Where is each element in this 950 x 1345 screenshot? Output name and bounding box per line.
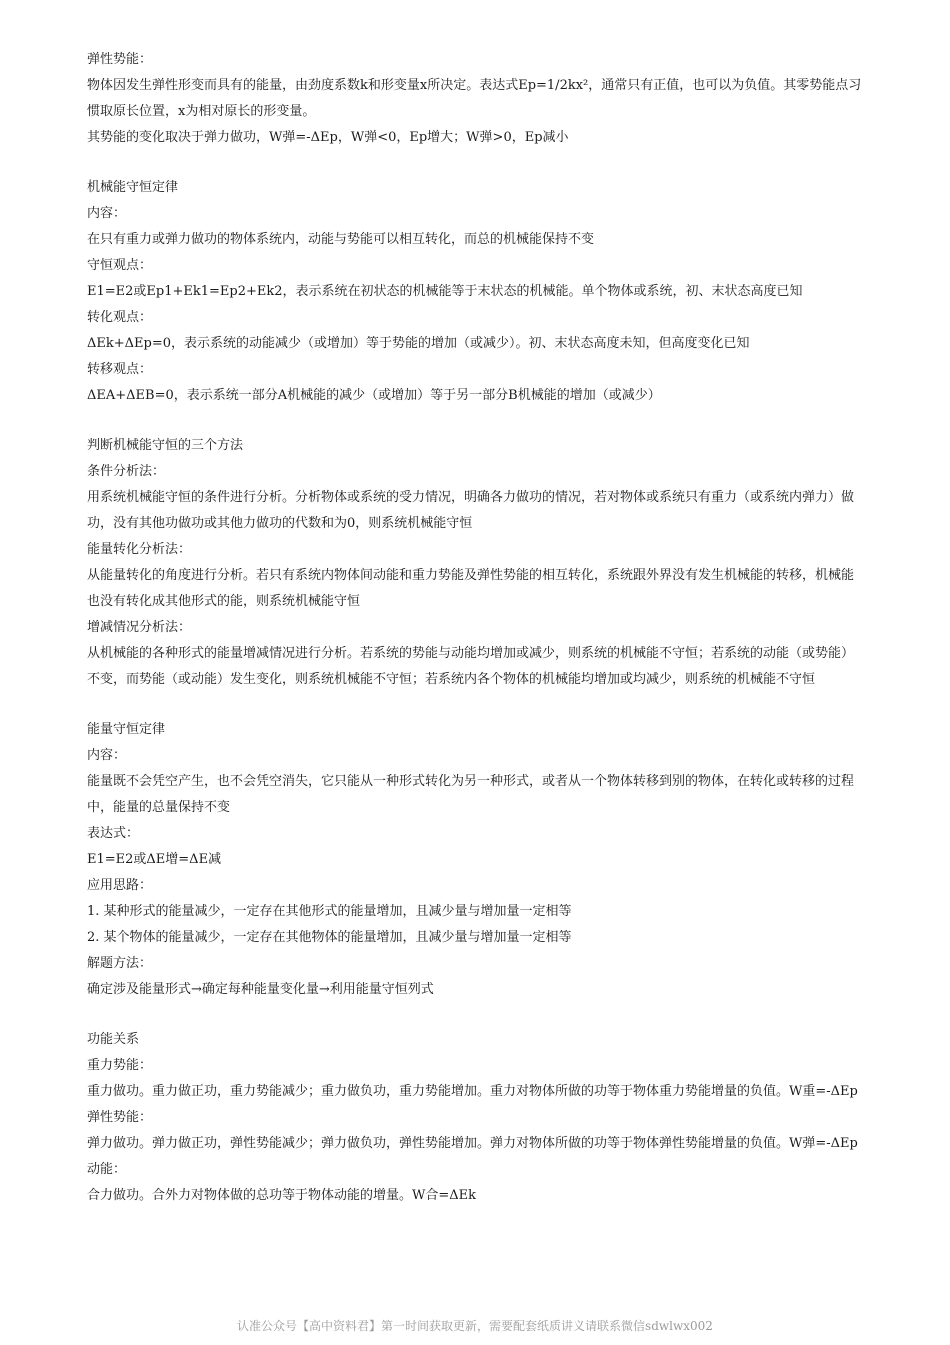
paragraph-line: 应用思路： <box>87 878 153 893</box>
paragraph-line: 弹性势能： <box>87 1110 153 1125</box>
document-body <box>87 47 862 1233</box>
section-line: 判断机械能守恒的三个方法 <box>87 438 244 453</box>
paragraph-line: 条件分析法： <box>87 464 166 479</box>
paragraph-line: 转化观点： <box>87 310 153 325</box>
paragraph-line: 弹力做功。弹力做正功，弹性势能减少；弹力做负功，弹性势能增加。弹力对物体所做的功等于物体弹性势能增量的负值。W弹=-ΔEp <box>87 1136 858 1151</box>
paragraph-line: ΔEA+ΔEB=0，表示系统一部分A机械能的减少（或增加）等于另一部分B机械能的增加（或减少） <box>87 388 661 403</box>
section <box>87 1027 862 1209</box>
paragraph-line: 确定涉及能量形式→确定每种能量变化量→利用能量守恒列式 <box>87 982 434 997</box>
section <box>87 717 862 1003</box>
paragraph-line: 解题方法： <box>87 956 153 971</box>
paragraph-line: 能量转化分析法： <box>87 542 192 557</box>
paragraph-line: 其势能的变化取决于弹力做功，W弹=-ΔEp，W弹<0，Ep增大；W弹>0，Ep减小 <box>87 130 569 145</box>
paragraph-line: 守恒观点： <box>87 258 153 273</box>
section-line: 功能关系 <box>87 1032 140 1047</box>
paragraph-line: 2. 某个物体的能量减少，一定存在其他物体的能量增加，且减少量与增加量一定相等 <box>87 930 572 945</box>
paragraph-line: 用系统机械能守恒的条件进行分析。分析物体或系统的受力情况，明确各力做功的情况，若对物体或系统只有重力（或系统内弹力）做功，没有其他功做功或其他力做功的代数和为0，则系统机械能守恒 <box>87 490 855 531</box>
paragraph-line: 内容： <box>87 748 127 763</box>
section-line: 弹性势能： <box>87 52 153 67</box>
page-footer: 认准公众号【高中资料君】第一时间获取更新，需要配套纸质讲义请联系微信sdwlwx002 <box>237 1319 713 1333</box>
section <box>87 175 862 409</box>
paragraph-line: 内容： <box>87 206 127 221</box>
paragraph-line: 从能量转化的角度进行分析。若只有系统内物体间动能和重力势能及弹性势能的相互转化，系统跟外界没有发生机械能的转移，机械能也没有转化成其他形式的能，则系统机械能守恒 <box>87 568 855 609</box>
paragraph-line: 合力做功。合外力对物体做的总功等于物体动能的增量。W合=ΔEk <box>87 1188 477 1203</box>
section-line: 机械能守恒定律 <box>87 180 179 195</box>
paragraph-line: E1=E2或Ep1+Ek1=Ep2+Ek2，表示系统在初状态的机械能等于末状态的机械能。单个物体或系统，初、末状态高度已知 <box>87 284 803 299</box>
paragraph-line: 能量既不会凭空产生，也不会凭空消失，它只能从一种形式转化为另一种形式，或者从一个物体转移到别的物体，在转化或转移的过程中，能量的总量保持不变 <box>87 774 855 815</box>
paragraph-line: 重力做功。重力做正功，重力势能减少；重力做负功，重力势能增加。重力对物体所做的功等于物体重力势能增量的负值。W重=-ΔEp <box>87 1084 858 1099</box>
section <box>87 47 862 151</box>
section-line: 能量守恒定律 <box>87 722 166 737</box>
paragraph-line: 1. 某种形式的能量减少，一定存在其他形式的能量增加，且减少量与增加量一定相等 <box>87 904 572 919</box>
paragraph-line: E1=E2或ΔE增=ΔE减 <box>87 852 222 867</box>
paragraph-line: 转移观点： <box>87 362 153 377</box>
paragraph-line: 增减情况分析法： <box>87 620 192 635</box>
paragraph-line: 物体因发生弹性形变而具有的能量，由劲度系数k和形变量x所决定。表达式Ep=1/2kx²，通常只有正值，也可以为负值。其零势能点习惯取原长位置，x为相对原长的形变量。 <box>87 78 862 119</box>
paragraph-line: 从机械能的各种形式的能量增减情况进行分析。若系统的势能与动能均增加或减少，则系统的机械能不守恒；若系统的动能（或势能）不变，而势能（或动能）发生变化，则系统机械能不守恒；若系统内各个物体的机械能均增加或均减少，则系统的机械能不守恒 <box>87 646 855 687</box>
paragraph-line: 动能： <box>87 1162 127 1177</box>
paragraph-line: 表达式： <box>87 826 140 841</box>
paragraph-line: 在只有重力或弹力做功的物体系统内，动能与势能可以相互转化，而总的机械能保持不变 <box>87 232 595 247</box>
section <box>87 433 862 693</box>
paragraph-line: ΔEk+ΔEp=0，表示系统的动能减少（或增加）等于势能的增加（或减少）。初、末状态高度未知，但高度变化已知 <box>87 336 750 351</box>
paragraph-line: 重力势能： <box>87 1058 153 1073</box>
